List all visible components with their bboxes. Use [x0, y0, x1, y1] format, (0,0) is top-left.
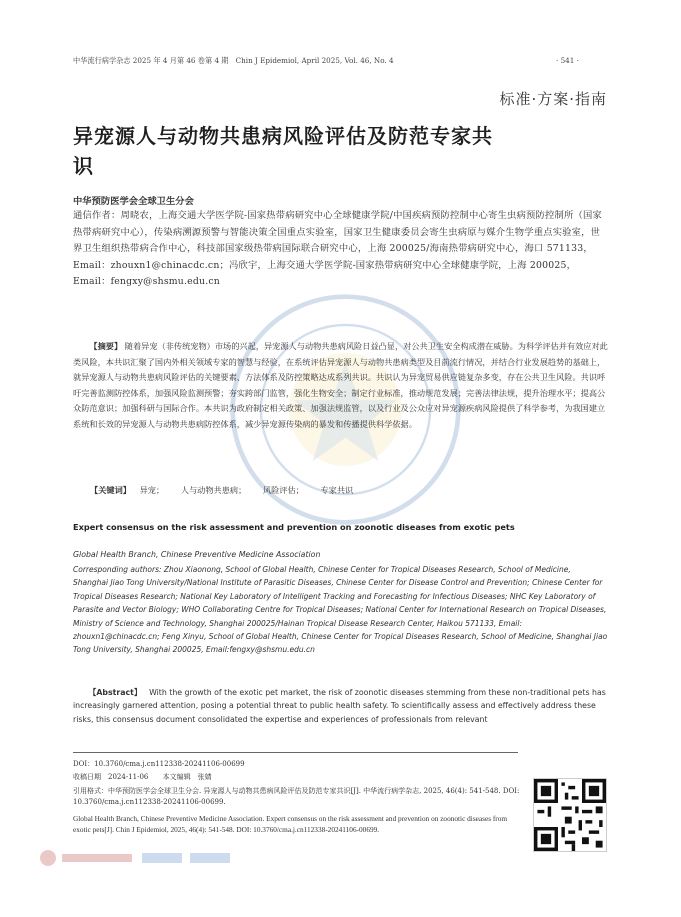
abstract-cn-label: 【摘要】 [89, 341, 123, 351]
qr-code-icon[interactable] [533, 778, 607, 852]
footnote-divider [73, 752, 518, 753]
qr-code-graphic [534, 779, 606, 851]
abstract-en [73, 686, 608, 726]
section-label: 标准·方案·指南 [499, 90, 607, 108]
running-head: 中华流行病学杂志 2025 年 4 月第 46 卷第 4 期 Chin J Epidemiol, April 2025, Vol. 46, No. 4 [73, 56, 394, 65]
citation-en: Global Health Branch, Chinese Preventive Medicine Association. Expert consensus on the risk assessment and prevention on zoonotic diseases from exotic pets[J]. Chin J Epidemiol, 2025, 46(4): 541-548. DOI: 10.3760/cma.j.cn112338-20241106-00699. [73, 814, 508, 834]
keywords-cn-label: 【关键词】 [90, 485, 131, 495]
editor-name: 本文编辑 张婧 [162, 773, 212, 781]
article-title-en: Expert consensus on the risk assessment and prevention on zoonotic diseases from exotic pets [73, 522, 515, 532]
corresponding-authors-en: Corresponding authors: Zhou Xiaonong, School of Global Health, Chinese Center for Tropical Diseases Research, School of Medicine, Shanghai Jiao Tong University/National Institute of Parasitic Diseases, Chinese Center for Disease Control and Prevention; Chinese Center for Tropical Diseases Research; National Key Laboratory of Intelligent Tracking and Forecasting for Infectious Diseases; NHC Key Laboratory of Parasite and Vector Biology; WHO Collaborating Centre for Tropical Diseases; National Center for International Research on Tropical Diseases, Ministry of Science and Technology, Shanghai 200025/Hainan Tropical Disease Research Center, Haikou 571133, Email: zhouxn1@chinacdc.cn; Feng Xinyu, School of Global Health, Chinese Center for Tropical Diseases Research, School of Medicine, Shanghai Jiao Tong University, Shanghai 200025, Email:fengxy@shsmu.edu.cn [73, 565, 608, 655]
keyword: 风险评估； [262, 485, 304, 495]
keyword: 专家共识 [320, 485, 354, 495]
abstract-cn-text: 随着异宠（非传统宠物）市场的兴起，异宠源人与动物共患病风险日益凸显，对公共卫生安全构成潜在威胁。为科学评估并有效应对此类风险，本共识汇聚了国内外相关领域专家的智慧与经验，在系统评估异宠源人与动物共患病类型及目前流行情况，并结合行业发展趋势的基础上，就异宠源人与动物共患病风险评估的关键要素、方法体系及防控策略达成系列共识。共识认为异宠贸易供应链复杂多变，存在公共卫生风险。共识呼吁完善监测防控体系，加强风险监测预警；夯实跨部门监管，强化生物安全；制定行业标准，推动规范发展；完善法律法规，提升治理水平；提高公众防范意识；加强科研与国际合作。本共识为政府制定相关政策、加强法规监管，以及行业及公众应对异宠源疾病风险提供了科学参考，为我国建立系统和长效的异宠源人与动物共患病防控体系，减少异宠源传染病的暴发和传播提供科学依据。 [73, 341, 608, 429]
author-org-en: Global Health Branch, Chinese Preventive Medicine Association [73, 550, 321, 559]
keywords-cn [90, 485, 367, 496]
received-date: 收稿日期 2024-11-06 [73, 773, 149, 781]
keyword: 异宠； [139, 485, 165, 495]
author-org-cn: 中华预防医学会全球卫生分会 [73, 196, 194, 207]
citation-cn: 引用格式：中华预防医学会全球卫生分会. 异宠源人与动物共患病风险评估及防范专家共识[J]. 中华流行病学杂志, 2025, 46(4): 541-548. DOI: 10.3760/cma.j.cn112338-20241106-00699. [73, 787, 520, 806]
abstract-en-text: With the growth of the exotic pet market, the risk of zoonotic diseases stemming from these non-traditional pets has increasingly garnered attention, posing a potential threat to public health safety. To scientifically assess and effectively address these risks, this consensus document consolidated the expertise and experiences of professionals from relevant [73, 688, 606, 724]
abstract-cn [73, 339, 608, 432]
article-title-cn: 异宠源人与动物共患病风险评估及防范专家共识 [73, 124, 493, 178]
abstract-en-label: 【Abstract】 [88, 688, 142, 697]
page-number: · 541 · [556, 56, 579, 65]
doi-line[interactable]: DOI：10.3760/cma.j.cn112338-20241106-00699 [73, 760, 245, 768]
keyword: 人与动物共患病； [180, 485, 247, 495]
corresponding-authors-cn: 通信作者：周晓农，上海交通大学医学院-国家热带病研究中心全球健康学院/中国疾病预防控制中心寄生虫病预防控制所（国家热带病研究中心），传染病溯源预警与智能决策全国重点实验室，国家卫生健康委员会寄生虫病原与媒介生物学重点实验室，世界卫生组织热带病合作中心，科技部国家级热带病国际联合研究中心，上海 200025/海南热带病研究中心，海口 571133，Email：zhouxn1@chinacdc.cn；冯欣宇，上海交通大学医学院-国家热带病研究中心全球健康学院，上海 200025，Email：fengxy@shsmu.edu.cn [73, 210, 603, 287]
publisher-logo-watermark [38, 848, 238, 868]
received-line [73, 772, 523, 783]
